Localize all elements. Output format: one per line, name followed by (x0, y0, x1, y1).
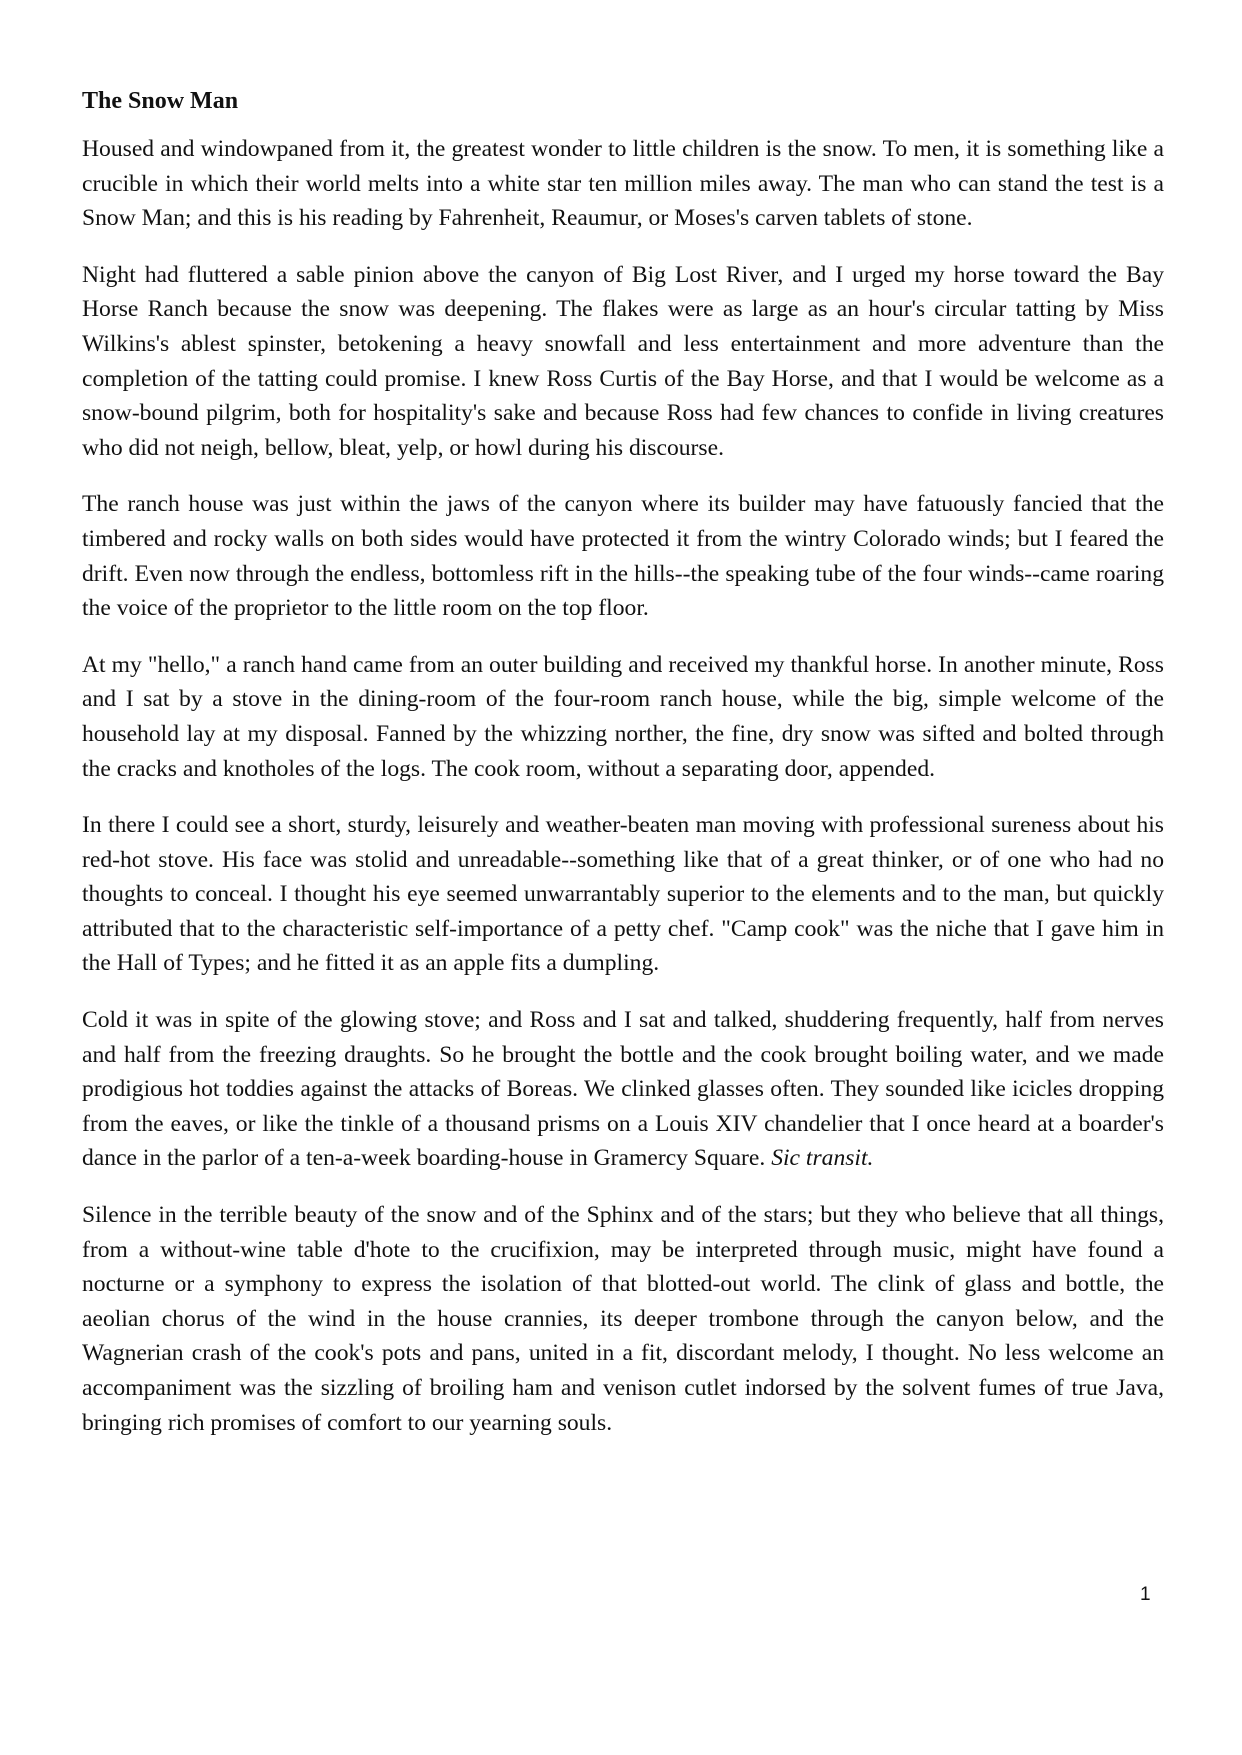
document-page (82, 84, 1164, 1462)
page-number: 1 (1140, 1584, 1151, 1605)
paragraph-6-text: Cold it was in spite of the glowing stove; and Ross and I sat and talked, shuddering frequently, half from nerves and half from the freezing draughts. So he brought the bottle and the cook brought boiling water, and we made prodigious hot toddies against the attacks of Boreas. We clinked glasses often. They sounded like icicles dropping from the eaves, or like the tinkle of a thousand prisms on a Louis XIV chandelier that I once heard at a boarder's dance in the parlor of a ten-a-week boarding-house in Gramercy Square. (82, 1007, 1164, 1172)
paragraph-1: Housed and windowpaned from it, the greatest wonder to little children is the snow. To men, it is something like a crucible in which their world melts into a white star ten million miles away. The man who can stand the test is a Snow Man; and this is his reading by Fahrenheit, Reaumur, or Moses's carven tablets of stone. (82, 136, 1164, 232)
paragraph-4: At my "hello," a ranch hand came from an outer building and received my thankful horse. In another minute, Ross and I sat by a stove in the dining-room of the four-room ranch house, while the big, simple welcome of the household lay at my disposal. Fanned by the whizzing norther, the fine, dry snow was sifted and bolted through the cracks and knotholes of the logs. The cook room, without a separating door, appended. (82, 651, 1164, 782)
italic-phrase: Sic transit. (771, 1145, 874, 1172)
paragraph-3: The ranch house was just within the jaws of the canyon where its builder may have fatuously fancied that the timbered and rocky walls on both sides would have protected it from the wintry Colorado winds; but I feared the drift. Even now through the endless, bottomless rift in the hills--the speaking tube of the four winds--came roaring the voice of the proprietor to the little room on the top floor. (82, 491, 1164, 622)
paragraph-6 (82, 1003, 1164, 1176)
paragraph-7: Silence in the terrible beauty of the snow and of the Sphinx and of the stars; but they who believe that all things, from a without-wine table d'hote to the crucifixion, may be interpreted through music, might have found a nocturne or a symphony to express the isolation of that blotted-out world. The clink of glass and bottle, the aeolian chorus of the wind in the house crannies, its deeper trombone through the canyon below, and the Wagnerian crash of the cook's pots and pans, united in a fit, discordant melody, I thought. No less welcome an accompaniment was the sizzling of broiling ham and venison cutlet indorsed by the solvent fumes of true Java, bringing rich promises of comfort to our yearning souls. (82, 1202, 1164, 1436)
document-title: The Snow Man (82, 88, 239, 114)
paragraph-5: In there I could see a short, sturdy, leisurely and weather-beaten man moving with professional sureness about his red-hot stove. His face was stolid and unreadable--something like that of a great thinker, or of one who had no thoughts to conceal. I thought his eye seemed unwarrantably superior to the elements and to the man, but quickly attributed that to the characteristic self-importance of a petty chef. "Camp cook" was the niche that I gave him in the Hall of Types; and he fitted it as an apple fits a dumpling. (82, 812, 1164, 977)
paragraph-2: Night had fluttered a sable pinion above the canyon of Big Lost River, and I urged my horse toward the Bay Horse Ranch because the snow was deepening. The flakes were as large as an hour's circular tatting by Miss Wilkins's ablest spinster, betokening a heavy snowfall and less entertainment and more adventure than the completion of the tatting could promise. I knew Ross Curtis of the Bay Horse, and that I would be welcome as a snow-bound pilgrim, both for hospitality's sake and because Ross had few chances to confide in living creatures who did not neigh, bellow, bleat, yelp, or howl during his discourse. (82, 261, 1164, 461)
